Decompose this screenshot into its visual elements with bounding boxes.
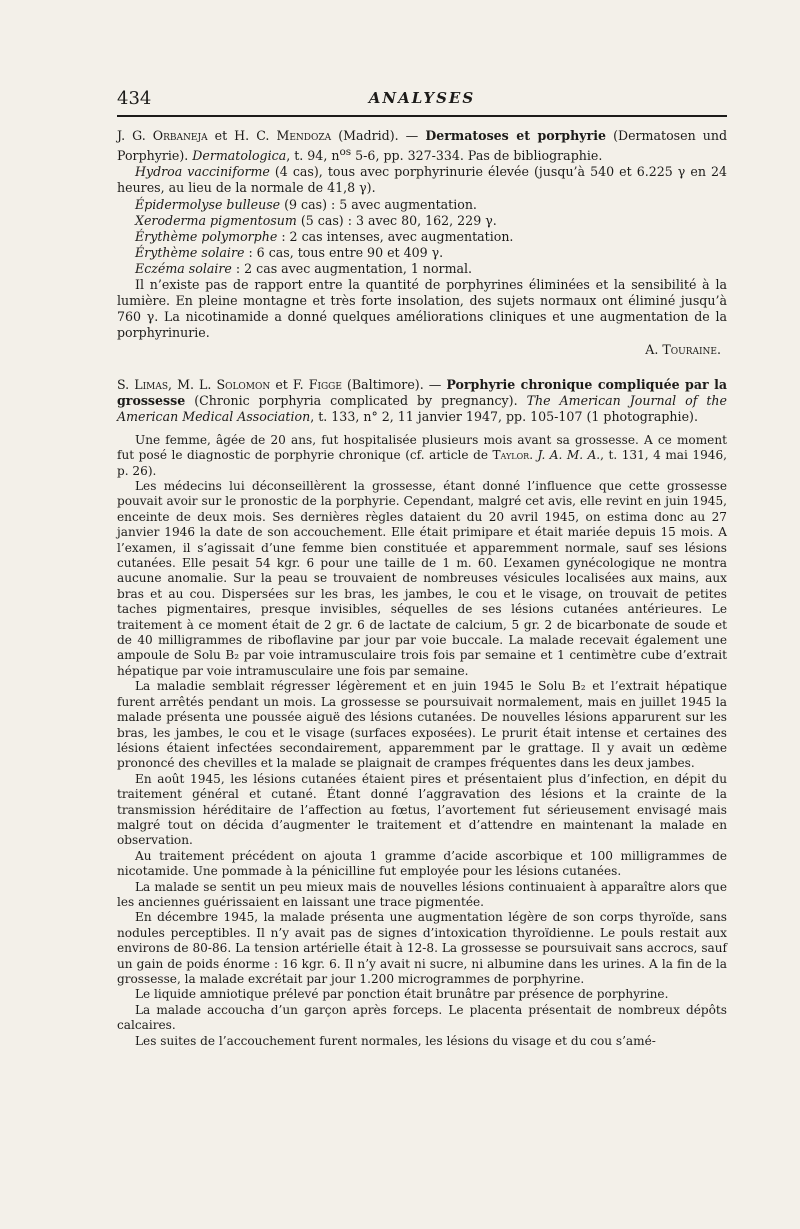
abstract1-heading: J. G. Orbaneja et H. C. Mendoza (Madrid). — Dermatoses et porphyrie (Dermatosen und Porphyrie). Dermatologica, t. 94, $n^{os}$ 5-6, pp. 327-334. Pas de bibliographie. (117, 128, 728, 164)
abstract2-paragraph: Les suites de l’accouchement furent normales, les lésions du visage et du cou s’amé- (135, 1033, 656, 1048)
running-head: ANALYSES (368, 89, 476, 107)
abstract2-paragraph: En décembre 1945, la malade présenta une augmentation légère de son corps thyroïde, sans nodules perceptibles. Il n’y avait pas de signes d’intoxication thyroïdienne. Le pouls restait aux environs de 80-86. La tension artérielle était à 12-8. La grossesse se poursuivait sans accrocs, sauf un gain de poids énorme : 16 kgr. 6. Il n’y avait ni sucre, ni albumine dans les urines. A la fin de la grossesse, la malade excrétait par jour 1.200 microgrammes de porphyrine. (117, 910, 727, 986)
abstract1-conclusion: Il n’existe pas de rapport entre la quantité de porphyrines éliminées et la sensibilité à la lumière. En pleine montagne et très forte insolation, des sujets normaux ont éliminé jusqu’à 760 γ. La nicotinamide a donné quelques améliorations cliniques et une augmentation de la porphyrinurie. (117, 277, 727, 341)
abstract2-paragraph: Le liquide amniotique prélevé par ponction était brunâtre par présence de porphyrine. (135, 987, 669, 1002)
abstract2-paragraph: Au traitement précédent on ajouta 1 gramme d’acide ascorbique et 100 milligrammes de nicotamide. Une pommade à la pénicilline fut employée pour les lésions cutanées. (117, 848, 727, 879)
abstract1-line: Hydroa vacciniforme (4 cas), tous avec porphyrinurie élevée (jusqu’à 540 et 6.225 γ en 24 heures, au lieu de la normale de 41,8 γ). (117, 164, 727, 196)
paragraph-gap (117, 425, 727, 433)
journal-name: Dermatologica (192, 148, 287, 164)
abstract1-line: Xeroderma pigmentosum (5 cas) : 3 avec 80, 162, 229 γ. (135, 212, 497, 228)
abstract2-title: Porphyrie chronique compliquée par la grossesse (117, 376, 728, 408)
abstract2-paragraph: En août 1945, les lésions cutanées étaient pires et présentaient plus d’infection, en dépit du traitement général et cutané. Étant donné l’aggravation des lésions et la crainte de la transmission héréditaire de l’affection au fœtus, l’avortement fut sérieusement envisagé mais malgré tout on décida d’augmenter le traitement et d’attendre en maintenant la malade en observation. (117, 771, 727, 848)
page-number: 434 (117, 88, 152, 109)
page-content (117, 128, 727, 1049)
abstract2-paragraph: La malade accoucha d’un garçon après forceps. Le placenta présentait de nombreux dépôts calcaires. (117, 1002, 727, 1033)
abstract2-paragraph: La malade se sentit un peu mieux mais de nouvelles lésions continuaient à apparaître alors que les anciennes guérissaient en laissant une trace pigmentée. (117, 879, 727, 909)
author-name: Figge (308, 376, 342, 392)
abstract1-title: Dermatoses et porphyrie (425, 128, 607, 143)
section-gap (117, 359, 727, 377)
abstract1-line: Eczéma solaire : 2 cas avec augmentation, 1 normal. (135, 260, 473, 276)
abstract2-body (117, 433, 727, 1049)
abstract2-paragraph: La maladie semblait régresser légèrement et en juin 1945 le Solu B₂ et l’extrait hépatique furent arrêtés pendant un mois. La grossesse se poursuivait normalement, mais en juillet 1945 la malade présenta une poussée aiguë des lésions cutanées. De nouvelles lésions apparurent sur les bras, les jambes, le cou et le visage (surfaces exposées). Le prurit était intense et certaines des lésions étaient infectées secondairement, apparemment par le grattage. Il y avait un œdème prononcé des chevilles et la malade se plaignait de crampes fréquentes dans les deux jambes. (117, 679, 727, 771)
abstract1-line: Érythème solaire : 6 cas, tous entre 90 et 409 γ. (135, 244, 444, 260)
author-name: Solomon (216, 376, 271, 392)
author-name: Limas (134, 376, 169, 392)
journal-name: The American Journal of the American Medical Association (117, 392, 727, 424)
abstract2-heading: S. Limas, M. L. Solomon et F. Figge (Baltimore). — Porphyrie chronique compliquée par la grossesse (Chronic porphyria complicated by pregnancy). The American Journal of the American Medical Association, t. 133, n° 2, 11 janvier 1947, pp. 105-107 (1 photographie). (117, 376, 728, 424)
abstract1-line: Épidermolyse bulleuse (9 cas) : 5 avec augmentation. (135, 196, 477, 212)
page-header (117, 88, 727, 112)
author-name: Orbaneja (152, 128, 208, 143)
header-rule (117, 115, 727, 117)
abstract2-paragraph: Les médecins lui déconseillèrent la grossesse, étant donné l’influence que cette grossesse pouvait avoir sur le pronostic de la porphyrie. Cependant, malgré cet avis, elle revint en juin 1945, enceinte de deux mois. Ses dernières règles dataient du 20 avril 1945, on estima donc au 27 janvier 1946 la date de son accouchement. Elle était primipare et était mariée depuis 15 mois. A l’examen, il s’agissait d’une femme bien constituée et apparemment normale, sauf ses lésions cutanées. Elle pesait 54 kgr. 6 pour une taille de 1 m. 60. L’examen gynécologique ne montra aucune anomalie. Sur la peau se trouvaient de nombreuses vésicules localisées aux mains, aux bras et au cou. Dispersées sur les bras, les jambes, le cou et le visage, on trouvait de petites taches pigmentaires, presque invisibles, séquelles de ses lésions cutanées antérieures. Le traitement à ce moment était de 2 gr. 6 de lactate de calcium, 5 gr. 2 de bicarbonate de soude et de 40 milligrammes de riboflavine par jour par voie buccale. La malade recevait également une ampoule de Solu B₂ par voie intramusculaire trois fois par semaine et 1 centimètre cube d’extrait hépatique par voie intramusculaire une fois par semaine. (117, 479, 727, 678)
author-name: Mendoza (276, 128, 332, 143)
abstract1-line: Érythème polymorphe : 2 cas intenses, avec augmentation. (135, 228, 514, 244)
abstract2-paragraph: Une femme, âgée de 20 ans, fut hospitalisée plusieurs mois avant sa grossesse. A ce moment fut posé le diagnostic de porphyrie chronique (cf. article de Taylor. J. A. M. A., t. 131, 4 mai 1946, p. 26). (117, 432, 727, 478)
abstract1-signature: A. Touraine. (645, 342, 721, 358)
